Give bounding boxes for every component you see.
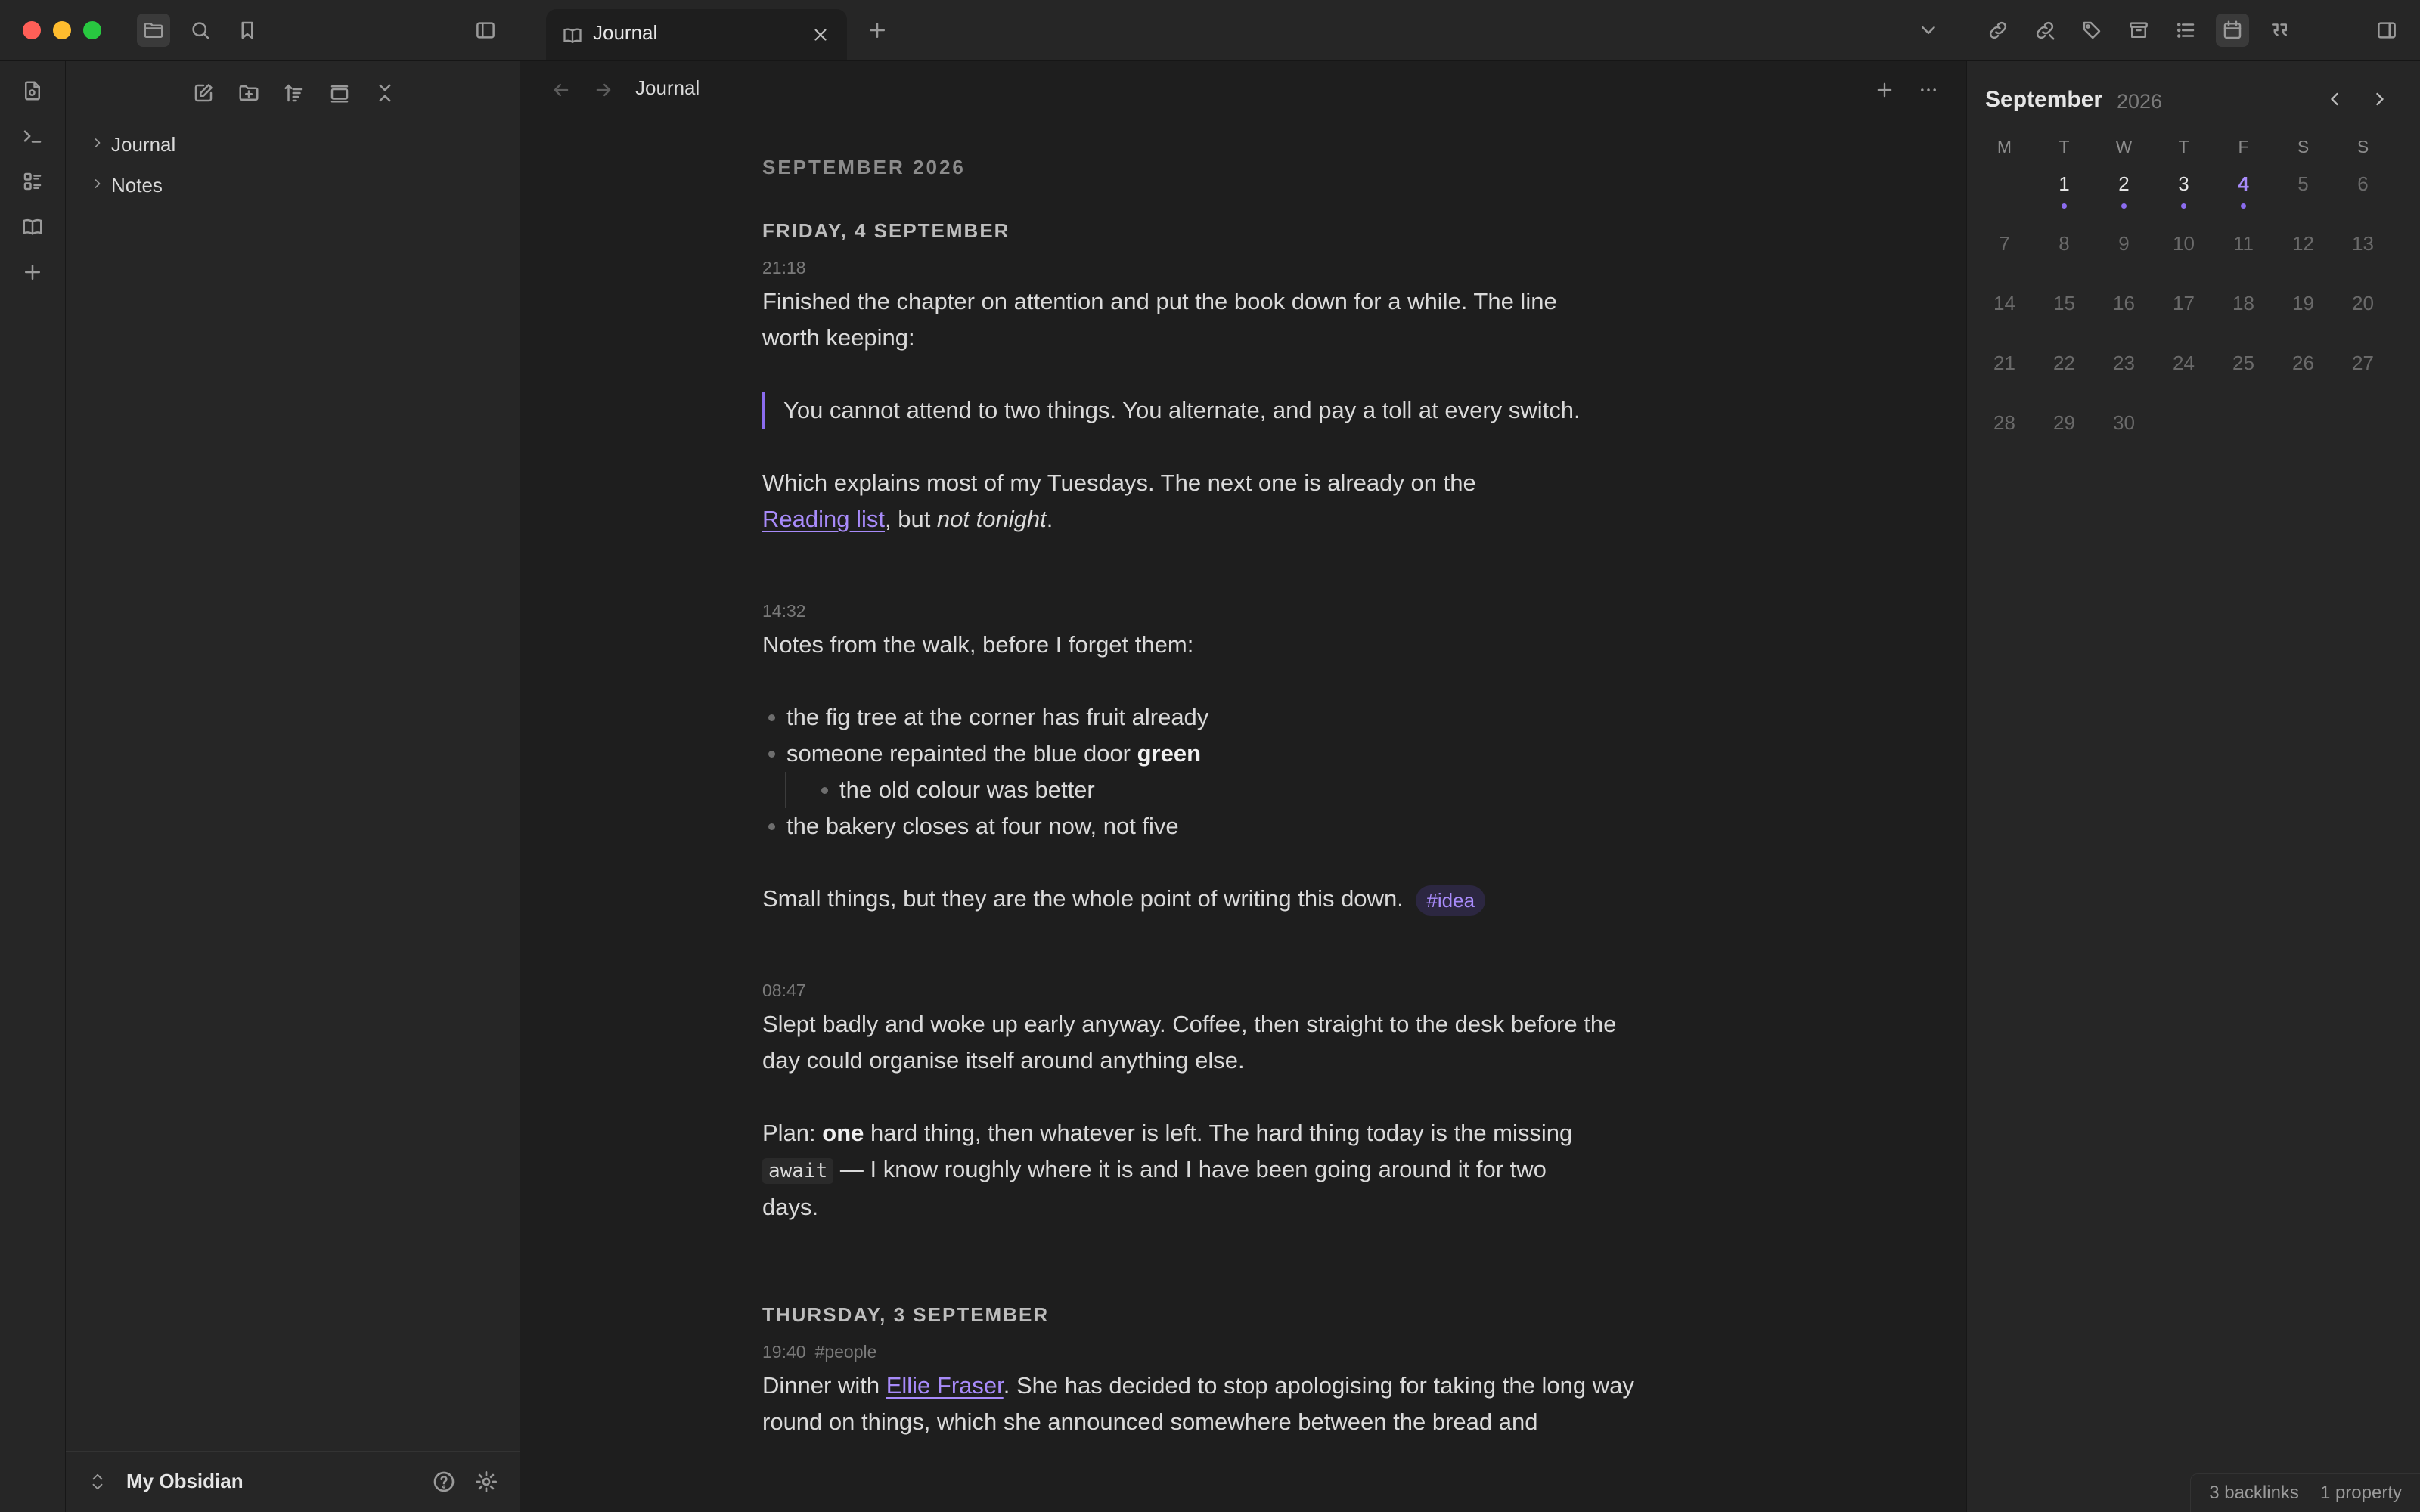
outgoing-links-view-button[interactable] bbox=[2028, 14, 2062, 47]
arrow-left-icon bbox=[551, 79, 572, 101]
command-palette-button[interactable] bbox=[15, 119, 50, 153]
ribbon bbox=[0, 61, 66, 1512]
calendar-day[interactable] bbox=[2034, 285, 2094, 338]
bullet-dot bbox=[768, 823, 775, 830]
entry-time-value: 19:40 bbox=[762, 1342, 806, 1362]
backlinks-view-button[interactable] bbox=[1981, 14, 2015, 47]
more-options-button[interactable] bbox=[1912, 73, 1945, 107]
calendar-day-number: 28 bbox=[1993, 411, 2015, 434]
calendar-day-number: 25 bbox=[2232, 352, 2254, 374]
plus-icon bbox=[866, 19, 889, 42]
ellie-fraser-link[interactable]: Ellie Fraser bbox=[886, 1372, 1004, 1399]
calendar-day-number: 1 bbox=[2059, 172, 2070, 195]
tab-label: Journal bbox=[593, 21, 658, 44]
bookmarks-view-button[interactable] bbox=[231, 14, 264, 47]
calendar-day[interactable] bbox=[2034, 345, 2094, 398]
calendar-day[interactable] bbox=[2154, 166, 2214, 218]
terminal-icon bbox=[21, 125, 44, 147]
calendar-day[interactable] bbox=[2214, 166, 2273, 218]
archive-view-button[interactable] bbox=[2122, 14, 2155, 47]
sidebar-left-icon bbox=[474, 19, 497, 42]
calendar-panel bbox=[1966, 61, 2420, 1512]
entry-paragraph[interactable] bbox=[762, 881, 1700, 917]
backlinks-count[interactable]: 3 backlinks bbox=[2209, 1483, 2299, 1503]
new-entry-button[interactable] bbox=[1868, 73, 1901, 107]
more-horizontal-icon bbox=[1918, 79, 1939, 101]
bullet-dot bbox=[768, 714, 775, 721]
tree-folder-notes[interactable] bbox=[88, 167, 512, 200]
navigate-forward-button[interactable] bbox=[587, 73, 620, 107]
tags-view-button[interactable] bbox=[2075, 14, 2108, 47]
title-bar bbox=[0, 0, 2420, 61]
calendar-day-number: 14 bbox=[1993, 292, 2015, 314]
entry-time: 21:18 bbox=[762, 258, 806, 277]
calendar-day[interactable] bbox=[2273, 225, 2333, 278]
calendar-weekday: T bbox=[2059, 137, 2070, 156]
arrow-right-icon bbox=[593, 79, 614, 101]
calendar-day-number: 27 bbox=[2352, 352, 2374, 374]
entry-paragraph[interactable]: Notes from the walk, before I forget them: bbox=[762, 631, 1194, 658]
entry-paragraph[interactable] bbox=[762, 1115, 1594, 1225]
tab-list-button[interactable] bbox=[1912, 14, 1945, 47]
calendar-day[interactable] bbox=[1975, 404, 2034, 457]
panel-icon bbox=[328, 82, 351, 104]
list-item-text: the bakery closes at four now, not five bbox=[786, 813, 1179, 839]
vault-switcher-icon[interactable] bbox=[88, 1470, 107, 1494]
calendar-prev-month-button[interactable] bbox=[2318, 82, 2351, 116]
entry-time: 08:47 bbox=[762, 981, 806, 1000]
calendar-day-number: 13 bbox=[2352, 232, 2374, 255]
text-span: Plan: bbox=[762, 1120, 823, 1146]
blockquote[interactable]: You cannot attend to two things. You alternate, and pay a toll at every switch. bbox=[762, 392, 1700, 429]
bookmark-icon bbox=[236, 19, 259, 42]
bullet-dot bbox=[768, 751, 775, 758]
tag-idea[interactable]: #idea bbox=[1416, 885, 1485, 916]
calendar-weekday: F bbox=[2238, 137, 2249, 156]
note-indicator-dot bbox=[2062, 203, 2067, 209]
settings-button[interactable] bbox=[470, 1465, 503, 1498]
calendar-day[interactable] bbox=[1975, 225, 2034, 278]
sidebar-right-icon bbox=[2375, 19, 2398, 42]
calendar-day-number: 16 bbox=[2113, 292, 2135, 314]
plus-icon bbox=[21, 261, 44, 284]
calendar-day[interactable] bbox=[2333, 225, 2393, 278]
new-tab-button[interactable] bbox=[861, 14, 894, 47]
tree-folder-label: Journal bbox=[111, 133, 176, 156]
new-note-button[interactable] bbox=[187, 76, 220, 110]
calendar-day-number: 9 bbox=[2118, 232, 2130, 255]
archive-icon bbox=[2127, 19, 2150, 42]
toggle-left-sidebar-button[interactable] bbox=[469, 14, 502, 47]
tags-icon bbox=[2080, 19, 2103, 42]
auto-reveal-button[interactable] bbox=[323, 76, 356, 110]
chevron-down-icon bbox=[1917, 19, 1940, 42]
calendar-weekday: S bbox=[2297, 137, 2310, 156]
calendar-day[interactable] bbox=[2333, 166, 2393, 218]
calendar-day[interactable] bbox=[2214, 285, 2273, 338]
files-view-button[interactable] bbox=[137, 14, 170, 47]
tab-journal[interactable] bbox=[546, 9, 847, 60]
calendar-weekday: S bbox=[2356, 137, 2369, 156]
calendar-day[interactable] bbox=[2094, 166, 2154, 218]
text-span: — I know roughly where it is and I have been going around it for two days. bbox=[762, 1156, 1547, 1220]
entry-paragraph[interactable] bbox=[762, 465, 1541, 538]
calendar-day[interactable] bbox=[2333, 285, 2393, 338]
tree-folder-label: Notes bbox=[111, 174, 163, 197]
calendar-day-number: 6 bbox=[2357, 172, 2369, 195]
link-icon bbox=[1987, 19, 2009, 42]
text-span: Which explains most of my Tuesdays. The next one is already on the bbox=[762, 469, 1476, 496]
list-item[interactable] bbox=[762, 736, 1700, 772]
calendar-day[interactable] bbox=[2214, 345, 2273, 398]
entry-paragraph[interactable] bbox=[762, 1368, 1692, 1440]
sort-icon bbox=[283, 82, 306, 104]
outline-view-button[interactable] bbox=[2169, 14, 2202, 47]
tab-close-button[interactable] bbox=[808, 22, 833, 48]
calendar-day-number: 12 bbox=[2292, 232, 2314, 255]
nested-list-item[interactable] bbox=[785, 772, 1700, 808]
chevron-right-icon bbox=[2369, 88, 2391, 110]
list-item[interactable] bbox=[762, 699, 1700, 736]
calendar-day[interactable] bbox=[2273, 345, 2333, 398]
open-journal-button[interactable] bbox=[15, 209, 50, 244]
calendar-day[interactable] bbox=[2034, 404, 2094, 457]
text-span: Small things, but they are the whole point of writing this down. bbox=[762, 885, 1404, 912]
vault-bar bbox=[66, 1451, 520, 1512]
calendar-day-number: 30 bbox=[2113, 411, 2135, 434]
calendar-weekday: T bbox=[2178, 137, 2189, 156]
help-icon bbox=[432, 1470, 456, 1494]
calendar-day-number: 15 bbox=[2053, 292, 2075, 314]
list-icon bbox=[2174, 19, 2197, 42]
search-icon bbox=[189, 19, 212, 42]
calendar-day-number: 20 bbox=[2352, 292, 2374, 314]
bold-text: green bbox=[1137, 740, 1202, 767]
calendar-year: 2026 bbox=[2117, 90, 2163, 113]
calendar-weekday: W bbox=[2115, 137, 2133, 156]
chevron-left-icon bbox=[2324, 88, 2345, 110]
calendar-day-number: 23 bbox=[2113, 352, 2135, 374]
calendar-day[interactable] bbox=[2094, 285, 2154, 338]
quotes-view-button[interactable] bbox=[2263, 14, 2296, 47]
link-out-icon bbox=[2034, 19, 2056, 42]
calendar-day-number: 2 bbox=[2118, 172, 2130, 195]
calendar-day-number: 8 bbox=[2059, 232, 2070, 255]
inline-code: await bbox=[762, 1158, 833, 1184]
note-indicator-dot bbox=[2181, 203, 2186, 209]
entry-time bbox=[762, 1339, 1700, 1365]
folder-plus-icon bbox=[237, 82, 260, 104]
entry-paragraph[interactable]: Slept badly and woke up early anyway. Coffee, then straight to the desk before the day could organise itself around anything else. bbox=[762, 1011, 1617, 1074]
note-indicator-dot bbox=[2121, 203, 2127, 209]
calendar-day[interactable] bbox=[2034, 166, 2094, 218]
templates-button[interactable] bbox=[15, 164, 50, 199]
plus-icon bbox=[1874, 79, 1895, 101]
collapse-all-button[interactable] bbox=[368, 76, 402, 110]
toggle-right-sidebar-button[interactable] bbox=[2370, 14, 2403, 47]
book-open-icon bbox=[561, 24, 584, 47]
calendar-day-number: 22 bbox=[2053, 352, 2075, 374]
vault-name[interactable]: My Obsidian bbox=[126, 1470, 244, 1492]
calendar-day-number: 19 bbox=[2292, 292, 2314, 314]
calendar-day-number: 3 bbox=[2178, 172, 2189, 195]
calendar-day[interactable] bbox=[1975, 345, 2034, 398]
chevron-right-icon bbox=[88, 175, 107, 193]
calendar-day-number: 10 bbox=[2173, 232, 2195, 255]
gear-icon bbox=[474, 1470, 498, 1494]
list-item-text: the old colour was better bbox=[839, 776, 1095, 803]
calendar-day-number: 21 bbox=[1993, 352, 2015, 374]
status-bar bbox=[2190, 1473, 2420, 1512]
navigate-back-button[interactable] bbox=[544, 73, 578, 107]
text-span: Dinner with bbox=[762, 1372, 886, 1399]
calendar-day-number: 4 bbox=[2238, 172, 2249, 195]
layout-list-icon bbox=[21, 170, 44, 193]
month-heading: SEPTEMBER 2026 bbox=[762, 156, 966, 178]
calendar-day[interactable] bbox=[2154, 345, 2214, 398]
view-header-title[interactable]: Journal bbox=[635, 76, 700, 99]
calendar-day-number: 17 bbox=[2173, 292, 2195, 314]
calendar-day-number: 29 bbox=[2053, 411, 2075, 434]
note-indicator-dot bbox=[2241, 203, 2246, 209]
quote-icon bbox=[2268, 19, 2291, 42]
journal-content bbox=[762, 152, 1700, 1440]
new-folder-button[interactable] bbox=[232, 76, 265, 110]
calendar-day-number: 7 bbox=[1999, 232, 2010, 255]
minimize-window-button[interactable] bbox=[53, 21, 71, 39]
calendar-icon bbox=[2221, 19, 2244, 42]
calendar-day-number: 5 bbox=[2297, 172, 2309, 195]
text-span: , but bbox=[884, 506, 937, 532]
search-view-button[interactable] bbox=[184, 14, 217, 47]
calendar-day[interactable] bbox=[2273, 285, 2333, 338]
text-span: hard thing, then whatever is left. The hard thing today is the missing bbox=[864, 1120, 1573, 1146]
pencil-square-icon bbox=[192, 82, 215, 104]
day-heading: FRIDAY, 4 SEPTEMBER bbox=[762, 219, 1010, 242]
calendar-day[interactable] bbox=[2094, 404, 2154, 457]
calendar-day-number: 18 bbox=[2232, 292, 2254, 314]
calendar-day[interactable] bbox=[2094, 345, 2154, 398]
close-window-button[interactable] bbox=[23, 21, 41, 39]
calendar-next-month-button[interactable] bbox=[2363, 82, 2397, 116]
calendar-day[interactable] bbox=[2214, 225, 2273, 278]
calendar-day[interactable] bbox=[2154, 225, 2214, 278]
calendar-weekday: M bbox=[1996, 137, 2012, 156]
calendar-day-number: 24 bbox=[2173, 352, 2195, 374]
calendar-month: September bbox=[1985, 87, 2103, 112]
tree-folder-journal[interactable] bbox=[88, 126, 512, 160]
close-icon bbox=[811, 25, 830, 45]
main-pane bbox=[520, 61, 1966, 1512]
book-open-icon bbox=[21, 215, 44, 238]
text-span: . bbox=[1046, 506, 1053, 532]
calendar-day[interactable] bbox=[2034, 225, 2094, 278]
calendar-day[interactable] bbox=[1975, 285, 2034, 338]
day-heading: THURSDAY, 3 SEPTEMBER bbox=[762, 1303, 1050, 1326]
properties-count[interactable]: 1 property bbox=[2319, 1483, 2402, 1503]
reading-list-link[interactable]: Reading list bbox=[762, 506, 885, 532]
file-explorer bbox=[66, 61, 520, 1512]
indent-guide bbox=[785, 772, 786, 808]
tag-people[interactable]: #people bbox=[814, 1342, 877, 1362]
file-search-icon bbox=[21, 79, 44, 102]
calendar-day[interactable] bbox=[2273, 166, 2333, 218]
sort-button[interactable] bbox=[278, 76, 311, 110]
emphasis-text: not tonight bbox=[936, 506, 1047, 532]
calendar-day[interactable] bbox=[2094, 225, 2154, 278]
list-item-text: someone repainted the blue door bbox=[786, 740, 1137, 767]
ribbon-add-button[interactable] bbox=[15, 255, 50, 290]
bullet-dot bbox=[821, 787, 828, 794]
calendar-view-button[interactable] bbox=[2216, 14, 2249, 47]
calendar-day[interactable] bbox=[2154, 285, 2214, 338]
calendar-day-number: 11 bbox=[2233, 232, 2254, 255]
list-item-text: the fig tree at the corner has fruit already bbox=[786, 704, 1209, 730]
chevrons-collapse-icon bbox=[374, 82, 396, 104]
text-span: . She has decided to stop apologising for taking the long way round on things, which she announced somewhere between the bread and bbox=[762, 1372, 1634, 1435]
calendar-day[interactable] bbox=[2333, 345, 2393, 398]
entry-paragraph[interactable]: Finished the chapter on attention and put the book down for a while. The line worth keeping: bbox=[762, 288, 1557, 351]
entry-time: 14:32 bbox=[762, 601, 806, 621]
folder-icon bbox=[142, 19, 165, 42]
list-item[interactable] bbox=[762, 808, 1700, 844]
help-button[interactable] bbox=[427, 1465, 461, 1498]
zoom-window-button[interactable] bbox=[83, 21, 101, 39]
open-quick-switcher-button[interactable] bbox=[15, 73, 50, 108]
chevron-right-icon bbox=[88, 134, 107, 152]
calendar-day-number: 26 bbox=[2292, 352, 2314, 374]
bold-text: one bbox=[822, 1120, 864, 1146]
